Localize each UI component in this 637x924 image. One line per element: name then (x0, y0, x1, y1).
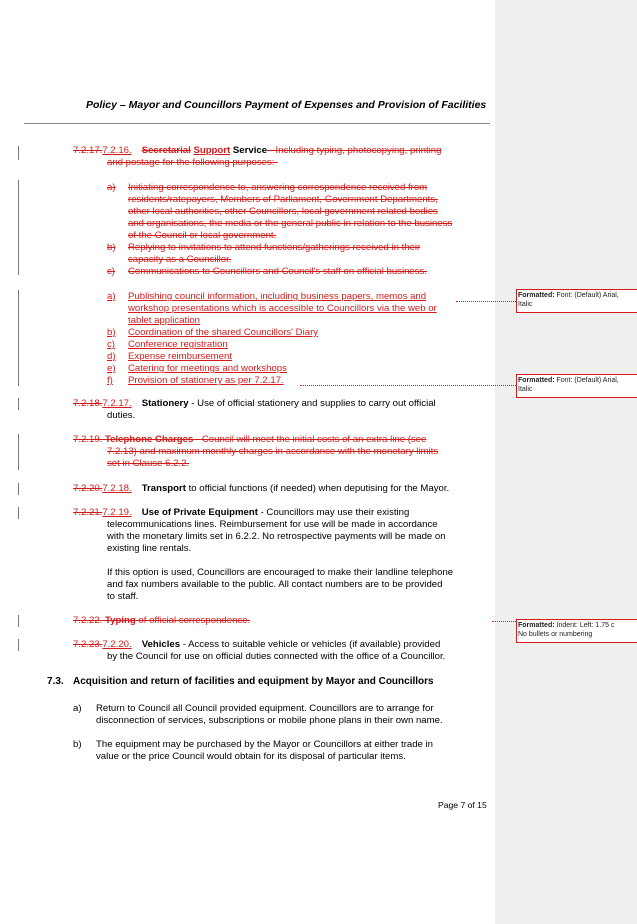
section-text: by the Council for use on official duties connected with the office of a Councillor. (107, 651, 446, 662)
list-item-text: disconnection of services, subscriptions or mobile phone plans in their own name. (96, 715, 443, 726)
list-marker-inserted: b) (107, 327, 116, 338)
balloon-text: Italic (518, 301, 533, 308)
section-7-3-heading: Acquisition and return of facilities and equipment by Mayor and Councillors (73, 676, 434, 687)
section-7-2-19 (73, 507, 409, 519)
list-item-inserted: tablet application (128, 315, 201, 326)
deleted-text: 7.2.13) and maximum monthly charges in accordance with the monetary limits (107, 446, 439, 457)
list-item-deleted: and organisations, the media or the general public in relation to the business (128, 218, 453, 229)
list-item-inserted: Catering for meetings and workshops (128, 363, 287, 374)
section-title: Stationery (141, 398, 189, 409)
change-bar (18, 615, 19, 627)
balloon-text: Formatted: Font: (Default) Arial, (518, 377, 619, 384)
section-7-2-20 (73, 639, 440, 651)
balloon-text: Formatted: Indent: Left: 1.75 c (518, 622, 615, 629)
title-inserted: Support (193, 145, 231, 156)
balloon-text: Italic (518, 386, 533, 393)
number-inserted: 7.2.16. (102, 145, 132, 156)
change-bar (18, 398, 19, 410)
section-text: to staff. (107, 591, 139, 602)
list-marker-deleted: b) (107, 242, 116, 253)
balloon-leader-line (456, 301, 516, 302)
header-title: Policy – Mayor and Councillors Payment of Expenses and Provision of Facilities (86, 99, 487, 111)
list-item-inserted: Provision of stationery as per 7.2.17. (128, 375, 284, 386)
number-deleted: 7.2.21. (73, 507, 103, 518)
list-marker-inserted: d) (107, 351, 116, 362)
list-marker-deleted: a) (107, 182, 116, 193)
title-deleted: Typing (105, 615, 136, 626)
section-7-3-number: 7.3. (47, 676, 64, 687)
section-text: - Access to suitable vehicle or vehicles (if available) provided (180, 639, 441, 650)
change-bar (18, 434, 19, 470)
page-number: Page 7 of 15 (438, 800, 487, 810)
section-text: If this option is used, Councillors are encouraged to make their landline telephone (107, 567, 454, 578)
section-7-2-17 (73, 398, 436, 410)
list-item-deleted: other local authorities, other Councillors, local government related bodies (128, 206, 438, 217)
number-deleted: 7.2.17. (73, 145, 103, 156)
deleted-text: and postage for the following purposes:- (107, 157, 278, 168)
list-item-inserted: Publishing council information, including business papers, memos and (128, 291, 427, 302)
section-text: duties. (107, 410, 136, 421)
list-item-deleted: Communications to Councillors and Council's staff on official business. (128, 266, 428, 277)
deleted-text: - Including typing, photocopying, printing (267, 145, 442, 156)
list-item-text: Return to Council all Council provided equipment. Councillors are to arrange for (96, 703, 434, 714)
title-end: Service (230, 145, 268, 156)
balloon-text: No bullets or numbering (518, 631, 593, 638)
section-text: to official functions (if needed) when deputising for the Mayor. (185, 483, 450, 494)
list-marker: a) (73, 703, 82, 714)
list-item-inserted: workshop presentations which is accessible to Councillors via the web or (128, 303, 437, 314)
title-deleted: Secretarial (141, 145, 191, 156)
section-title: Use of Private Equipment (141, 507, 258, 518)
list-marker-inserted: a) (107, 291, 116, 302)
list-item-inserted: Expense reimbursement (128, 351, 232, 362)
number-deleted: 7.2.22. (73, 615, 103, 626)
list-marker-inserted: e) (107, 363, 116, 374)
section-text: - Use of official stationery and supplies to carry out official (188, 398, 436, 409)
title-deleted: Telephone Charges (105, 434, 194, 445)
section-7-2-18 (73, 483, 449, 495)
section-title: Vehicles (141, 639, 181, 650)
list-item-text: value or the price Council would obtain for its disposal of particular items. (96, 751, 406, 762)
list-item-text: The equipment may be purchased by the Mayor or Councillors at either trade in (96, 739, 434, 750)
section-text: with the monetary limits set in 6.2.2. No retrospective payments will be made on (107, 531, 446, 542)
list-marker-deleted: c) (107, 266, 115, 277)
number-deleted: 7.2.19. (73, 434, 103, 445)
section-text: - Councillors may use their existing (257, 507, 410, 518)
deleted-text: of official correspondence. (135, 615, 251, 626)
number-deleted: 7.2.23. (73, 639, 103, 650)
section-title: Transport (141, 483, 186, 494)
number-inserted: 7.2.20. (102, 639, 132, 650)
section-deleted-typing (73, 615, 250, 627)
balloon-leader-line (492, 621, 516, 622)
section-7-2-16 (73, 145, 441, 157)
change-bar (18, 507, 19, 519)
section-deleted-telephone (73, 434, 426, 446)
header-rule (24, 123, 490, 124)
change-bar (18, 483, 19, 495)
deleted-text: - Council will meet the initial costs of an extra line (see (193, 434, 427, 445)
number-inserted: 7.2.18. (102, 483, 132, 494)
section-text: and fax numbers available to the public. All contact numbers are to be provided (107, 579, 443, 590)
list-marker-inserted: c) (107, 339, 115, 350)
list-item-deleted: of the Council or local government. (128, 230, 277, 241)
balloon-text: Formatted: Font: (Default) Arial, (518, 292, 619, 299)
change-bar (18, 639, 19, 651)
list-item-inserted: Conference registration (128, 339, 228, 350)
list-item-deleted: Replying to invitations to attend functions/gatherings received in their (128, 242, 421, 253)
section-text: telecommunications lines. Reimbursement for use will be made in accordance (107, 519, 438, 530)
list-marker-inserted: f) (107, 375, 113, 386)
number-deleted: 7.2.18. (73, 398, 103, 409)
markup-margin-pane (495, 0, 637, 924)
number-deleted: 7.2.20. (73, 483, 103, 494)
list-item-deleted: capacity as a Councillor. (128, 254, 232, 265)
list-item-inserted: Coordination of the shared Councillors' Diary (128, 327, 319, 338)
list-item-deleted: Initiating correspondence to, answering correspondence received from (128, 182, 428, 193)
deleted-text: set in Clause 6.2.2. (107, 458, 190, 469)
list-item-deleted: residents/ratepayers, Members of Parliament, Government Departments, (128, 194, 438, 205)
change-bar (18, 290, 19, 386)
list-marker: b) (73, 739, 82, 750)
balloon-leader-line (300, 385, 516, 386)
change-bar (18, 146, 19, 160)
number-inserted: 7.2.19. (102, 507, 132, 518)
section-text: existing line rentals. (107, 543, 192, 554)
number-inserted: 7.2.17. (102, 398, 132, 409)
change-bar (18, 180, 19, 275)
